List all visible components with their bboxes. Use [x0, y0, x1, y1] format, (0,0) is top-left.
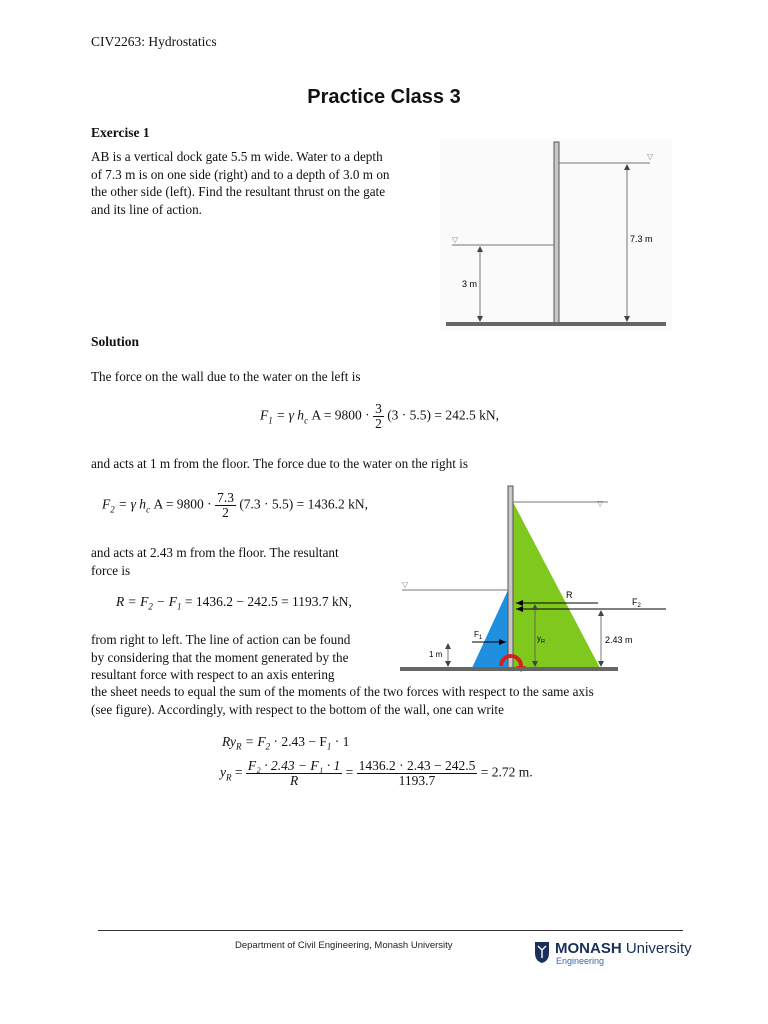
text-line: (see figure). Accordingly, with respect to the bottom of the wall, one can write — [91, 701, 504, 717]
eq-fraction — [373, 402, 384, 431]
yr-symbol: y — [537, 634, 541, 643]
logo-bold: MONASH — [555, 940, 622, 957]
eq-fraction — [357, 759, 478, 788]
solution-intro: The force on the wall due to the water on the left is — [91, 369, 361, 384]
exercise-line: AB is a vertical dock gate 5.5 m wide. Water to a depth — [91, 149, 383, 164]
exercise-line: the other side (left). Find the resultant thrust on the gate — [91, 184, 386, 199]
eq-text: · 1 — [331, 734, 350, 749]
eq-subscript: R — [236, 741, 242, 752]
eq-fraction — [246, 759, 342, 788]
fraction-numerator: 3 — [375, 401, 382, 416]
exercise-line: of 7.3 m is on one side (right) and to a depth of 3.0 m on — [91, 166, 390, 182]
eq-symbol: R = F — [116, 594, 149, 609]
f1-symbol: F — [474, 630, 479, 639]
footer-divider — [98, 930, 683, 931]
f2-subscript: 2 — [637, 603, 641, 609]
footer-department: Department of Civil Engineering, Monash University — [235, 940, 453, 951]
right-surface-symbol: ▽ — [647, 152, 654, 161]
fraction-denominator: 2 — [375, 416, 382, 431]
text-line: from right to left. The line of action can be found — [91, 632, 351, 647]
eq-subscript: 2 — [265, 741, 271, 752]
exercise-line: and its line of action. — [91, 201, 202, 217]
dimension-arrowhead — [598, 610, 604, 616]
equation-resultant — [116, 594, 352, 612]
right-depth-label: 7.3 m — [630, 234, 653, 244]
gate-wall — [554, 142, 559, 324]
f2-acts-text — [91, 544, 401, 579]
text-line: the sheet needs to equal the sum of the moments of the two forces with respect to the same axis — [91, 684, 594, 699]
eq-symbol: = γ h — [118, 496, 147, 512]
equation-moment — [222, 734, 349, 752]
fraction-denominator: 2 — [222, 505, 229, 520]
equation-f2 — [102, 491, 368, 520]
right-surface-symbol: ▽ — [597, 499, 604, 508]
exercise-text — [91, 148, 441, 218]
eq-text: = — [345, 764, 354, 780]
eq-subscript: c — [304, 415, 309, 426]
logo-subtitle: Engineering — [556, 956, 605, 966]
yr-subscript: R — [541, 639, 545, 645]
eq-symbol: Ry — [222, 734, 236, 749]
dimension-arrowhead — [445, 643, 451, 649]
eq-symbol: = F — [241, 734, 266, 749]
eq-subscript: 1 — [176, 601, 182, 612]
equation-f1 — [260, 402, 499, 431]
fraction-numerator: 7.3 — [217, 490, 234, 505]
eq-subscript: 2 — [110, 504, 115, 515]
eq-subscript: R — [226, 772, 232, 783]
solution-heading: Solution — [91, 334, 140, 349]
left-depth-label: 3 m — [462, 279, 478, 289]
eq-symbol: y — [220, 764, 226, 780]
dock-gate-figure — [440, 138, 672, 330]
fraction-numerator: F₂ · 2.43 − F₁ · 1 — [247, 758, 341, 773]
gate-wall — [508, 486, 513, 668]
resultant-label: R — [566, 590, 573, 600]
equation-yr — [220, 759, 533, 788]
eq-fraction — [215, 491, 236, 520]
eq-text: (7.3 · 5.5) = 1436.2 kN, — [239, 496, 369, 512]
dimension-arrowhead — [445, 661, 451, 667]
eq-subscript: c — [146, 504, 151, 515]
eq-subscript: 1 — [268, 415, 273, 426]
course-header: CIV2263: Hydrostatics — [91, 34, 217, 49]
text-line: force is — [91, 562, 131, 578]
direction-full-text — [91, 683, 691, 718]
f2-label — [632, 597, 642, 609]
eq-symbol: F — [102, 496, 111, 512]
eq-subscript: 1 — [326, 741, 332, 752]
text-line: resultant force with respect to an axis entering — [91, 667, 335, 682]
eq-text: (3 · 5.5) = 242.5 kN, — [387, 407, 500, 423]
fraction-numerator: 1436.2 · 2.43 − 242.5 — [358, 758, 476, 773]
eq-text: A = 9800 · — [153, 496, 212, 512]
monash-crest-icon — [533, 940, 551, 964]
f1-label — [474, 630, 483, 641]
logo-light: University — [621, 940, 692, 957]
fraction-denominator: 1193.7 — [398, 773, 436, 788]
f2-symbol: F — [632, 597, 638, 607]
left-surface-symbol: ▽ — [452, 235, 459, 244]
f1-subscript: 1 — [478, 635, 483, 641]
eq-subscript: 2 — [148, 601, 153, 612]
eq-text: = 2.72 m. — [480, 764, 533, 780]
eq-symbol: = γ h — [276, 407, 305, 423]
left-surface-symbol: ▽ — [402, 580, 409, 589]
exercise-heading: Exercise 1 — [91, 125, 150, 140]
eq-text: A = 9800 · — [311, 407, 370, 423]
f1-acts-text: and acts at 1 m from the floor. The force due to the water on the right is — [91, 456, 468, 471]
force-diagram-figure — [398, 482, 670, 674]
text-line: and acts at 2.43 m from the floor. The resultant — [91, 545, 339, 560]
floor — [400, 667, 618, 671]
eq-text: · 2.43 − F — [270, 734, 327, 749]
direction-text — [91, 631, 401, 684]
f2-height-label: 2.43 m — [605, 635, 633, 645]
floor — [446, 322, 666, 326]
monash-logo — [555, 940, 692, 957]
eq-text: = 1436.2 − 242.5 = 1193.7 kN, — [181, 594, 352, 609]
eq-text: = — [234, 764, 243, 780]
eq-symbol: − F — [152, 594, 177, 609]
fraction-denominator: R — [289, 773, 299, 788]
right-pressure-distribution — [513, 502, 600, 668]
left-pressure-distribution — [472, 590, 508, 668]
text-line: by considering that the moment generated by the — [91, 649, 349, 665]
page-title: Practice Class 3 — [307, 86, 461, 108]
f1-height-label: 1 m — [429, 650, 443, 659]
eq-symbol: F — [260, 407, 269, 423]
